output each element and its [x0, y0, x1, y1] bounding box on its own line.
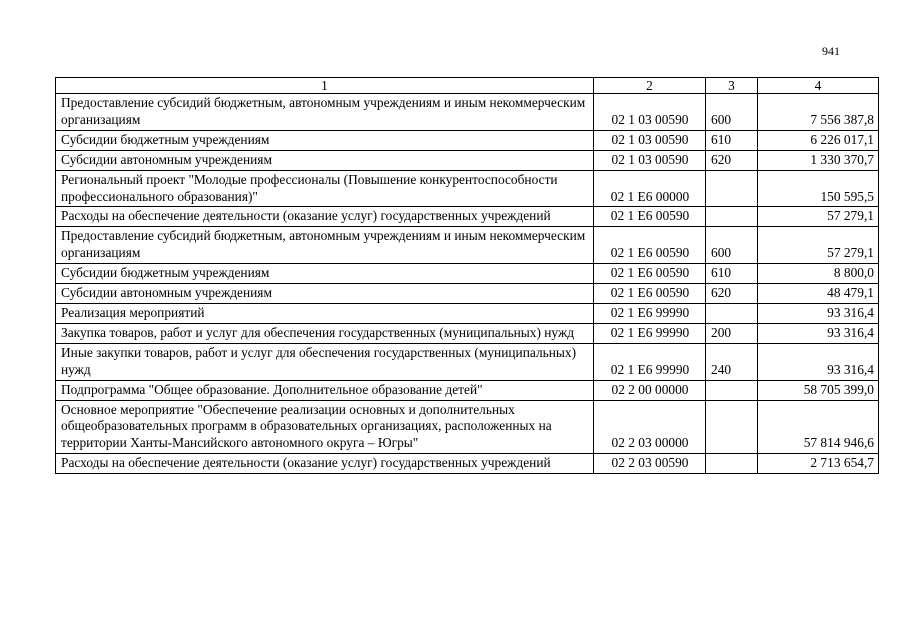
expense-type-cell: 620: [706, 284, 758, 304]
target-code-cell: 02 1 E6 99990: [594, 323, 706, 343]
table-row: [56, 303, 879, 323]
expense-type-cell: [706, 207, 758, 227]
table-row: [56, 150, 879, 170]
item-name-cell: Иные закупки товаров, работ и услуг для обеспечения государственных (муниципальных) нужд: [56, 343, 594, 380]
table-row: [56, 400, 879, 454]
amount-cell: 7 556 387,8: [758, 94, 879, 131]
item-name-cell: Подпрограмма "Общее образование. Дополнительное образование детей": [56, 380, 594, 400]
amount-cell: 150 595,5: [758, 170, 879, 207]
target-code-cell: 02 1 03 00590: [594, 150, 706, 170]
item-name-cell: Субсидии бюджетным учреждениям: [56, 264, 594, 284]
amount-cell: 93 316,4: [758, 323, 879, 343]
table-row: [56, 380, 879, 400]
expense-type-cell: [706, 454, 758, 474]
target-code-cell: 02 2 03 00590: [594, 454, 706, 474]
target-code-cell: 02 1 E6 99990: [594, 343, 706, 380]
expense-type-cell: 610: [706, 264, 758, 284]
item-name-cell: Расходы на обеспечение деятельности (оказание услуг) государственных учреждений: [56, 207, 594, 227]
target-code-cell: 02 1 E6 00000: [594, 170, 706, 207]
expense-type-cell: 200: [706, 323, 758, 343]
table-row: [56, 227, 879, 264]
target-code-cell: 02 1 E6 00590: [594, 227, 706, 264]
item-name-cell: Основное мероприятие "Обеспечение реализации основных и дополнительных общеобразовательных программ в образовательных организациях, расположенных на территории Ханты-Мансийского автономного округа – Югры": [56, 400, 594, 454]
amount-cell: 48 479,1: [758, 284, 879, 304]
expense-type-cell: [706, 170, 758, 207]
amount-cell: 93 316,4: [758, 343, 879, 380]
expense-type-cell: [706, 400, 758, 454]
table-row: [56, 170, 879, 207]
item-name-cell: Субсидии автономным учреждениям: [56, 284, 594, 304]
table-body: [56, 94, 879, 474]
item-name-cell: Субсидии бюджетным учреждениям: [56, 130, 594, 150]
table-row: [56, 264, 879, 284]
target-code-cell: 02 2 00 00000: [594, 380, 706, 400]
expense-type-cell: [706, 380, 758, 400]
amount-cell: 93 316,4: [758, 303, 879, 323]
target-code-cell: 02 1 E6 00590: [594, 284, 706, 304]
target-code-cell: 02 2 03 00000: [594, 400, 706, 454]
expense-type-cell: 620: [706, 150, 758, 170]
expense-type-cell: [706, 303, 758, 323]
table-row: [56, 323, 879, 343]
item-name-cell: Предоставление субсидий бюджетным, автономным учреждениям и иным некоммерческим организациям: [56, 94, 594, 131]
header-col-2: 2: [594, 78, 706, 94]
table-row: [56, 343, 879, 380]
target-code-cell: 02 1 E6 00590: [594, 207, 706, 227]
item-name-cell: Закупка товаров, работ и услуг для обеспечения государственных (муниципальных) нужд: [56, 323, 594, 343]
item-name-cell: Реализация мероприятий: [56, 303, 594, 323]
expense-type-cell: 600: [706, 227, 758, 264]
amount-cell: 2 713 654,7: [758, 454, 879, 474]
table-row: [56, 130, 879, 150]
header-col-1: 1: [56, 78, 594, 94]
target-code-cell: 02 1 03 00590: [594, 94, 706, 131]
target-code-cell: 02 1 E6 00590: [594, 264, 706, 284]
amount-cell: 57 279,1: [758, 227, 879, 264]
item-name-cell: Предоставление субсидий бюджетным, автономным учреждениям и иным некоммерческим организациям: [56, 227, 594, 264]
header-col-4: 4: [758, 78, 879, 94]
amount-cell: 57 279,1: [758, 207, 879, 227]
page-number: 941: [822, 44, 840, 58]
table-row: [56, 94, 879, 131]
table-row: [56, 207, 879, 227]
item-name-cell: Региональный проект "Молодые профессионалы (Повышение конкурентоспособности профессионального образования)": [56, 170, 594, 207]
expense-type-cell: 610: [706, 130, 758, 150]
budget-table: [55, 77, 879, 474]
target-code-cell: 02 1 E6 99990: [594, 303, 706, 323]
header-col-3: 3: [706, 78, 758, 94]
target-code-cell: 02 1 03 00590: [594, 130, 706, 150]
expense-type-cell: 600: [706, 94, 758, 131]
amount-cell: 1 330 370,7: [758, 150, 879, 170]
amount-cell: 8 800,0: [758, 264, 879, 284]
table-row: [56, 454, 879, 474]
expense-type-cell: 240: [706, 343, 758, 380]
item-name-cell: Расходы на обеспечение деятельности (оказание услуг) государственных учреждений: [56, 454, 594, 474]
amount-cell: 58 705 399,0: [758, 380, 879, 400]
item-name-cell: Субсидии автономным учреждениям: [56, 150, 594, 170]
amount-cell: 6 226 017,1: [758, 130, 879, 150]
amount-cell: 57 814 946,6: [758, 400, 879, 454]
table-header-row: [56, 78, 879, 94]
table-row: [56, 284, 879, 304]
